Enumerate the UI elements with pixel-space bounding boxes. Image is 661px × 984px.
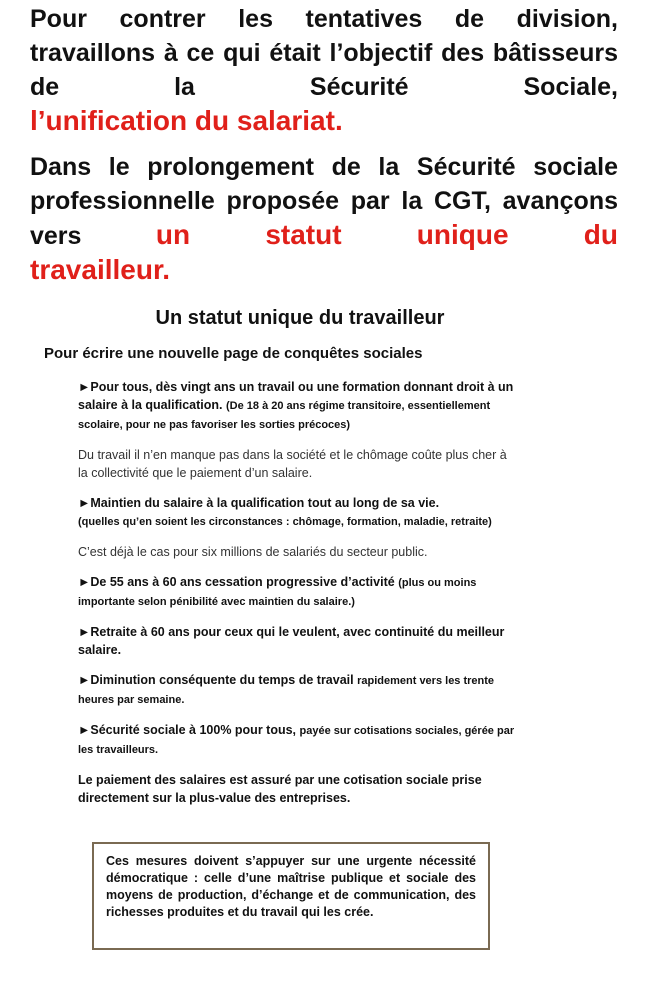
frame-text: Ces mesures doivent s’appuyer sur une urgente nécessité démocratique : celle d’une maîtrise publique et sociale des moyens de production, d’échange et de communication, des richesses produites et du travail qui les crée. xyxy=(106,854,476,919)
arrow-right-icon: ► xyxy=(78,673,91,687)
arrow-right-icon: ► xyxy=(78,625,91,639)
intro-p2-highlight-b: travailleur. xyxy=(30,254,171,285)
item-detail: payée sur cotisations sociales, gérée par les travailleurs. xyxy=(78,725,515,756)
item-detail: (quelles qu’en soient les circonstances : chômage, formation, maladie, retraite) xyxy=(78,516,492,528)
box-subtitle: Pour écrire une nouvelle page de conquêtes sociales xyxy=(44,345,423,362)
intro-p2-highlight-a: un statut unique du xyxy=(155,219,618,250)
item-detail: (plus ou moins importante selon pénibilité avec maintien du salaire.) xyxy=(78,577,477,608)
measures-list xyxy=(78,378,518,819)
arrow-right-icon: ► xyxy=(78,496,91,510)
arrow-right-icon: ► xyxy=(78,575,91,589)
item-bold: Retraite à 60 ans pour ceux qui le veulent, avec continuité du meilleur salaire. xyxy=(78,625,505,657)
item-bold: Pour tous, dès vingt ans un travail ou une formation donnant droit à un salaire à la qualification. xyxy=(78,380,514,412)
list-item xyxy=(78,721,518,759)
intro-paragraph-2 xyxy=(30,150,618,287)
item-bold: Diminution conséquente du temps de travail xyxy=(90,673,354,687)
list-item xyxy=(78,378,518,434)
intro-p1-text: Pour contrer les tentatives de division, travaillons à ce qui était l’objectif des bâtisseurs de la Sécurité Sociale, xyxy=(30,5,618,101)
item-bold: Maintien du salaire à la qualification tout au long de sa vie. xyxy=(90,496,440,510)
list-note xyxy=(78,543,518,561)
list-item xyxy=(78,623,518,659)
arrow-right-icon: ► xyxy=(78,380,91,394)
list-item xyxy=(78,671,518,709)
democracy-note-box xyxy=(92,842,490,950)
intro-p1-highlight: l’unification du salariat. xyxy=(30,105,343,136)
item-note: C’est déjà le cas pour six millions de salariés du secteur public. xyxy=(78,545,428,559)
arrow-right-icon: ► xyxy=(78,723,91,737)
box-title: Un statut unique du travailleur xyxy=(155,307,445,329)
item-bold: Sécurité sociale à 100% pour tous, xyxy=(90,723,297,737)
item-detail: (De 18 à 20 ans régime transitoire, essentiellement scolaire, pour ne pas favoriser les sorties précoces) xyxy=(78,400,491,431)
list-note xyxy=(78,446,518,482)
item-bold: Le paiement des salaires est assuré par une cotisation sociale prise directement sur la plus-value des entreprises. xyxy=(78,773,482,805)
item-detail: rapidement vers les trente heures par semaine. xyxy=(78,675,495,706)
list-item xyxy=(78,573,518,611)
list-item xyxy=(78,771,518,807)
item-bold: De 55 ans à 60 ans cessation progressive d’activité xyxy=(90,575,395,589)
item-note: Du travail il n’en manque pas dans la société et le chômage coûte plus cher à la collectivité que le paiement d’un salaire. xyxy=(78,448,507,480)
intro-p2-text: Dans le prolongement de la Sécurité sociale professionnelle proposée par la CGT, avançons vers xyxy=(30,153,618,250)
list-item xyxy=(78,494,518,531)
intro-paragraph-1 xyxy=(30,2,618,138)
